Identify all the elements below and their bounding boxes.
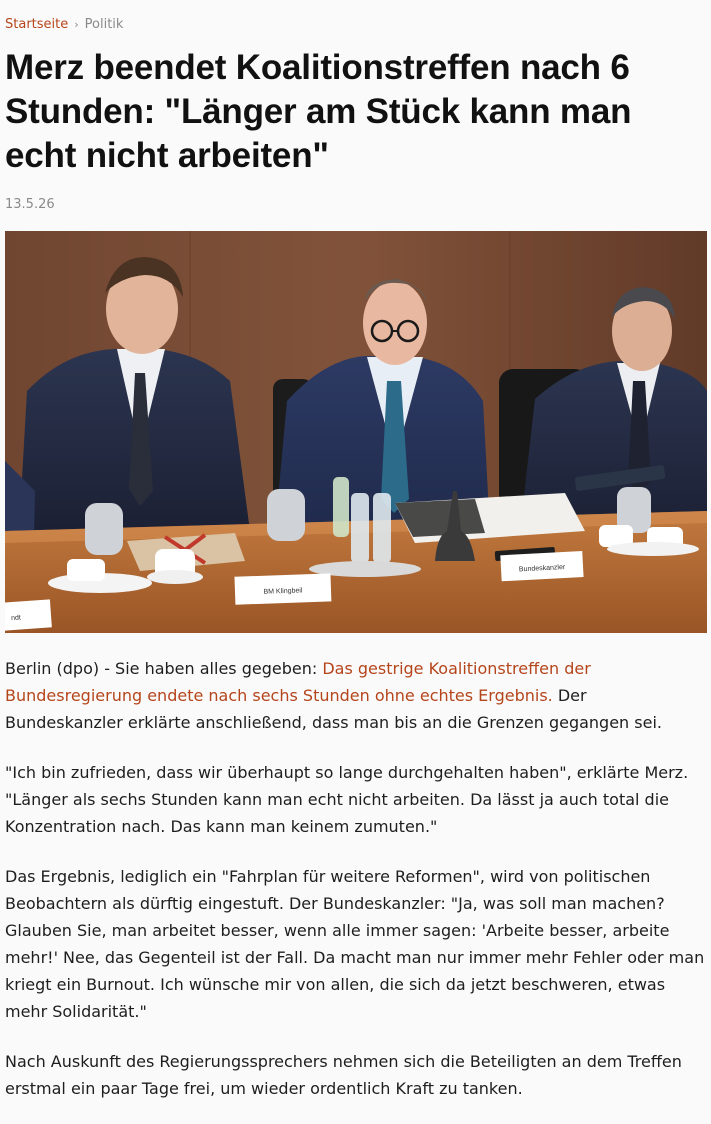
- article-paragraph-4: Nach Auskunft des Regierungssprechers nehmen sich die Beteiligten an dem Treffen erstmal ein paar Tage frei, um wieder ordentlich Kraft zu tanken.: [5, 1052, 682, 1098]
- article-paragraph-2: "Ich bin zufrieden, dass wir überhaupt so lange durchgehalten haben", erklärte Merz. "Länger als sechs Stunden kann man echt nicht arbeiten. Da lässt ja auch total die Konzentration nach. Das kann man keinem zumuten.": [5, 763, 689, 836]
- name-card-bundeskanzler: Bundeskanzler: [518, 563, 566, 574]
- hero-photo-illustration: [5, 231, 707, 633]
- chevron-right-icon: ›: [74, 18, 79, 31]
- inline-article-link[interactable]: Das gestrige Koalitionstreffen der Bundesregierung endete nach sechs Stunden ohne echtes Ergebnis.: [5, 659, 591, 705]
- article-paragraph-1: [5, 655, 707, 736]
- name-card-klingbeil: BM Klingbeil: [263, 587, 303, 596]
- breadcrumb: [5, 0, 707, 40]
- paragraph-1-intro: Berlin (dpo) - Sie haben alles gegeben:: [5, 659, 323, 678]
- breadcrumb-home-link[interactable]: Startseite: [5, 17, 69, 32]
- paragraph-1-rest: Der Bundeskanzler erklärte anschließend, dass man bis an die Grenzen gegangen sei.: [5, 686, 662, 732]
- name-card-partial: ndt: [10, 614, 22, 623]
- article-hero-image: [5, 231, 707, 633]
- article-title: Merz beendet Koalitionstreffen nach 6 Stunden: "Länger am Stück kann man echt nicht arbeiten": [5, 48, 632, 175]
- article-date: 13.5.26: [5, 197, 55, 212]
- breadcrumb-section: Politik: [84, 17, 124, 32]
- article-paragraph-3: Das Ergebnis, lediglich ein "Fahrplan für weitere Reformen", wird von politischen Beobachtern als dürftig eingestuft. Der Bundeskanzler: "Ja, was soll man machen? Glauben Sie, man arbeitet besser, wenn alle immer sagen: 'Arbeite besser, arbeite mehr!' Nee, das Gegenteil ist der Fall. Da macht man nur immer mehr Fehler oder man kriegt ein Burnout. Ich wünsche mir von allen, die sich da jetzt beschweren, etwas mehr Solidarität.": [5, 867, 705, 1021]
- article-body: [5, 655, 707, 1102]
